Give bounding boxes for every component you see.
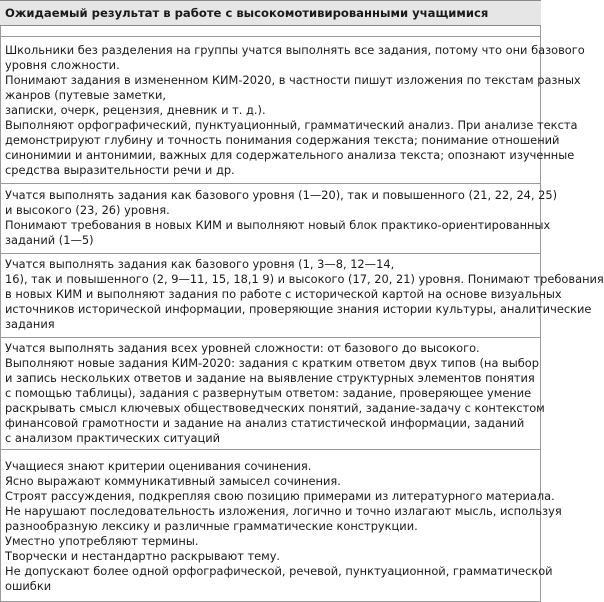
row-text-line: уровня сложности.: [5, 58, 120, 72]
row-text-line: Выполняют орфографический, пунктуационный, грамматический анализ. При анализе текста: [5, 118, 578, 132]
row-text-line: Уместно употребляют термины.: [5, 534, 199, 548]
row-text-line: раскрывать смысл ключевых обществоведческих понятий, задание-задачу с контекстом: [5, 401, 545, 415]
row-text-line: Понимают задания в измененном КИМ-2020, в частности пишут изложения по текстам разных: [5, 73, 581, 87]
row-text-line: Творчески и нестандартно раскрывают тему.: [5, 549, 281, 563]
row-text-line: Школьники без разделения на группы учатся выполнять все задания, потому что они базового: [5, 43, 585, 57]
row-text-line: заданий (1—5): [5, 233, 94, 247]
row-text-line: задания: [5, 317, 55, 331]
table-row: [0, 254, 604, 338]
row-text-line: Учатся выполнять задания всех уровней сложности: от базового до высокого.: [5, 341, 480, 355]
table-header: [0, 0, 541, 26]
row-text-line: Учащиеся знают критерии оценивания сочинения.: [5, 459, 312, 473]
table-row: [0, 184, 558, 254]
row-text-line: с помощью таблицы), задания с развернутым ответом: задание, проверяющее умение: [5, 386, 532, 400]
row-text-line: средства выразительности речи и др.: [5, 163, 235, 177]
row-text-line: Строят рассуждения, подкрепляя свою позицию примерами из литературного материала.: [5, 489, 555, 503]
row-text-line: Понимают требования в новых КИМ и выполняют новый блок практико-ориентированных: [5, 218, 551, 232]
row-text-line: и запись нескольких ответов и задание на выявление структурных элементов понятия: [5, 371, 535, 385]
row-text-line: Не нарушают последовательность изложения, логично и точно излагают мысль, используя: [5, 504, 562, 518]
row-text-line: синонимии и антонимии, важных для содержательного анализа текста; опознают изученные: [5, 148, 575, 162]
table-row: [0, 450, 562, 602]
row-text-line: финансовой грамотности и задание на анализ статистической информации, заданий: [5, 416, 525, 430]
table-header-title: Ожидаемый результат в работе с высокомотивированными учащимися: [5, 6, 489, 20]
table-row: [0, 36, 585, 184]
row-text-line: источников исторической информации, проверяющие знания истории культуры, аналитические: [5, 302, 592, 316]
row-text-line: Выполняют новые задания КИМ-2020: задания с кратким ответом двух типов (на выбор: [5, 356, 539, 370]
table-row: [0, 338, 545, 450]
row-text-line: Учатся выполнять задания как базового уровня (1—20), так и повышенного (21, 22, 24, 25): [5, 188, 558, 202]
row-text-line: разнообразную лексику и различные грамматические конструкции.: [5, 519, 418, 533]
row-text-line: записки, очерк, рецензия, дневник и т. д.).: [5, 103, 266, 117]
row-text-line: демонстрируют глубину и точность понимания содержания текста; понимание отношений: [5, 133, 560, 147]
row-text-line: 16), так и повышенного (2, 9—11, 15, 18,1 9) и высокого (17, 20, 21) уровня. Понимают требования: [5, 272, 604, 286]
row-text-line: с анализом практических ситуаций: [5, 431, 221, 445]
row-text-line: Учатся выполнять задания как базового уровня (1, 3—8, 12—14,: [5, 257, 395, 271]
row-text-line: в новых КИМ и выполняют задания по работе с исторической картой на основе визуальных: [5, 287, 562, 301]
row-text-line: Ясно выражают коммуникативный замысел сочинения.: [5, 474, 341, 488]
row-text-line: ошибки: [5, 579, 52, 593]
row-text-line: жанров (путевые заметки,: [5, 88, 167, 102]
row-text-line: Не допускают более одной орфографической, речевой, пунктуационной, грамматической: [5, 564, 553, 578]
row-text-line: и высокого (23, 26) уровня.: [5, 203, 170, 217]
